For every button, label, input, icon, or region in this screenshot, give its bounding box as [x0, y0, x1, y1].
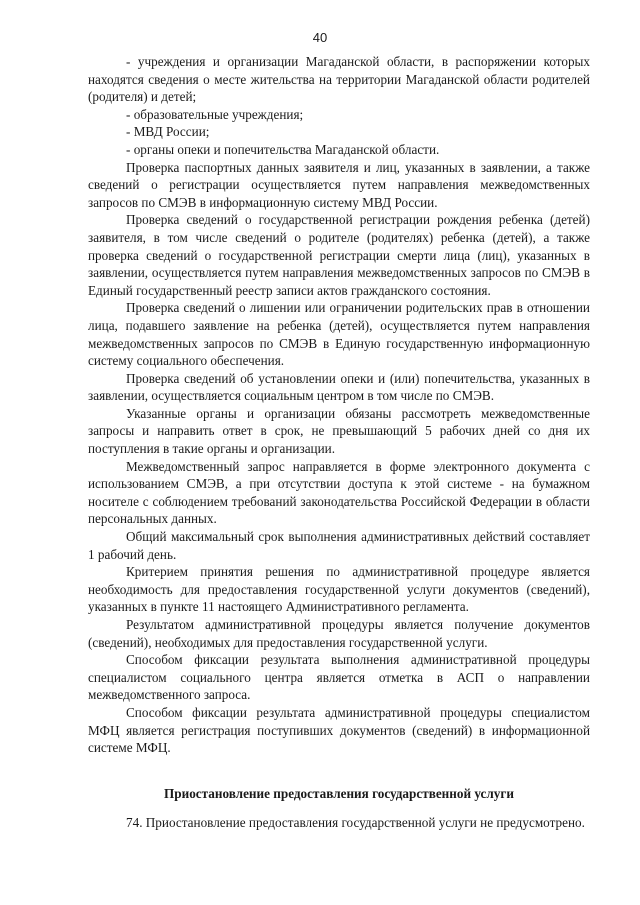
paragraph: Проверка паспортных данных заявителя и лиц, указанных в заявлении, а также сведений о регистрации осуществляется путем направления межведомственных запросов по СМЭВ в информационную систему МВД России. — [88, 159, 590, 210]
final-paragraph: 74. Приостановление предоставления государственной услуги не предусмотрено. — [126, 815, 585, 831]
page-number: 40 — [312, 30, 328, 45]
list-item: - органы опеки и попечительства Магаданской области. — [126, 141, 440, 157]
paragraph: Проверка сведений о лишении или ограничении родительских прав в отношении лица, подавшего заявление на ребенка (детей), осуществляется путем направления межведомственных запросов по СМЭВ в Единую государственную информационную систему социального обеспечения. — [88, 300, 590, 369]
list-item: - образовательные учреждения; — [126, 106, 304, 122]
paragraph: Критерием принятия решения по административной процедуре является необходимость для предоставления государственной услуги документов (сведений), указанных в пункте 11 настоящего Административного регламента. — [88, 564, 590, 615]
list-item: - МВД России; — [126, 124, 210, 140]
list-item: - учреждения и организации Магаданской области, в распоряжении которых находятся сведения о месте жительства на территории Магаданской области родителей (родителя) и детей; — [88, 54, 590, 105]
paragraph: Способом фиксации результата выполнения административной процедуры специалистом социального центра является отметка в АСП о направлении межведомственного запроса. — [88, 652, 590, 703]
paragraph: Общий максимальный срок выполнения административных действий составляет 1 рабочий день. — [88, 529, 590, 562]
document-body — [88, 53, 590, 832]
paragraph: Проверка сведений об установлении опеки и (или) попечительства, указанных в заявлении, осуществляется социальным центром в том числе по СМЭВ. — [88, 370, 590, 404]
paragraph: Результатом административной процедуры является получение документов (сведений), необходимых для предоставления государственной услуги. — [88, 617, 590, 650]
paragraph: Способом фиксации результата административной процедуры специалистом МФЦ является регистрация поступивших документов (сведений) в информационной системе МФЦ. — [88, 704, 590, 756]
paragraph: Проверка сведений о государственной регистрации рождения ребенка (детей) заявителя, в том числе сведений о родителе (родителях) ребенка (детей), а также проверка сведений о государственной регистрации смерти лица (лиц), указанных в заявлении, осуществляется путем направления межведомственных запросов по СМЭВ в Единый государственный реестр записи актов гражданского состояния. — [88, 212, 590, 298]
paragraph: Указанные органы и организации обязаны рассмотреть межведомственные запросы и направить ответ в срок, не превышающий 5 рабочих дней со дня их поступления в такие органы и организации. — [88, 405, 590, 457]
paragraph: Межведомственный запрос направляется в форме электронного документа с использованием СМЭВ, а при отсутствии доступа к этой системе - на бумажном носителе с соблюдением требований законодательства Российской Федерации в области персональных данных. — [88, 458, 590, 527]
section-heading: Приостановление предоставления государственной услуги — [164, 785, 514, 801]
